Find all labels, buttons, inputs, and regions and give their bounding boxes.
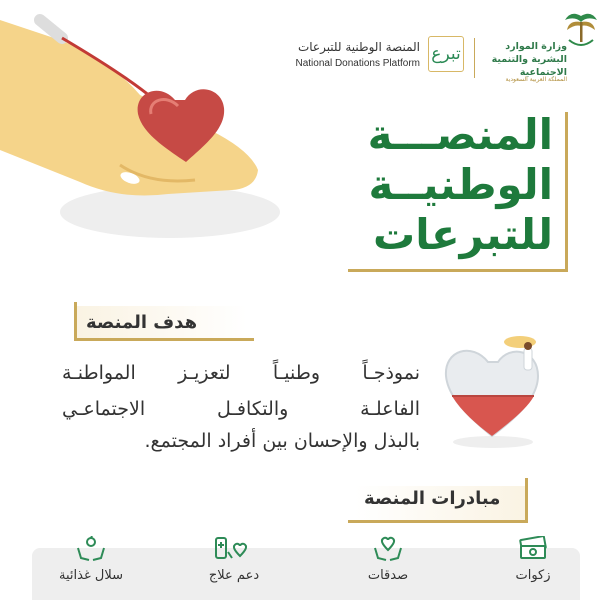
money-stack-icon	[517, 536, 549, 562]
title-line: الوطنيــة	[368, 160, 553, 209]
initiative-treatment-support[interactable]	[179, 536, 289, 600]
initiative-food-baskets[interactable]	[36, 536, 146, 600]
initiative-label: دعم علاج	[208, 568, 260, 583]
goal-text-line: بالبذل والإحسان بين أفراد المجتمع.	[144, 430, 420, 452]
ministry-logo	[480, 10, 605, 83]
palm-swords-emblem-icon	[561, 10, 601, 62]
initiative-label: زكوات	[515, 568, 551, 583]
platform-name-english: National Donations Platform	[295, 58, 420, 69]
goal-text-line: نموذجـاً وطنيـاً لتعزيـز المواطنـة	[62, 362, 420, 384]
header-divider	[474, 38, 475, 78]
goal-text-line: الفاعلـة والتكافـل الاجتماعـي	[62, 398, 420, 420]
medical-support-icon	[214, 536, 254, 562]
initiatives-heading-underline	[348, 520, 528, 523]
goal-heading-underline	[74, 338, 254, 341]
initiative-sadaqat[interactable]	[333, 536, 443, 600]
goal-heading-accent	[74, 302, 77, 340]
initiative-label: صدقات	[367, 568, 409, 583]
ministry-name: وزارة الموارد البشرية والتنمية الاجتماعية	[491, 41, 567, 78]
ministry-kingdom: المملكة العربية السعودية	[505, 76, 567, 83]
goal-heading: هدف المنصة	[86, 312, 198, 333]
initiatives-heading-accent	[525, 478, 528, 522]
title-line: المنصـــة	[367, 110, 553, 159]
food-basket-icon	[75, 536, 107, 562]
initiatives-heading: مبادرات المنصة	[364, 488, 501, 509]
title-line: للتبرعات	[373, 210, 553, 259]
tabarru-logo-mark: تبرع	[428, 36, 464, 72]
hand-heart-illustration	[0, 0, 280, 260]
page-title	[348, 112, 568, 272]
initiative-label: سلال غذائية	[59, 568, 123, 583]
heart-hands-icon	[372, 536, 404, 562]
platform-logo	[256, 36, 468, 78]
donation-jar-illustration	[438, 332, 548, 450]
initiative-zakat[interactable]	[478, 536, 588, 600]
platform-name-arabic: المنصة الوطنية للتبرعات	[297, 40, 420, 54]
